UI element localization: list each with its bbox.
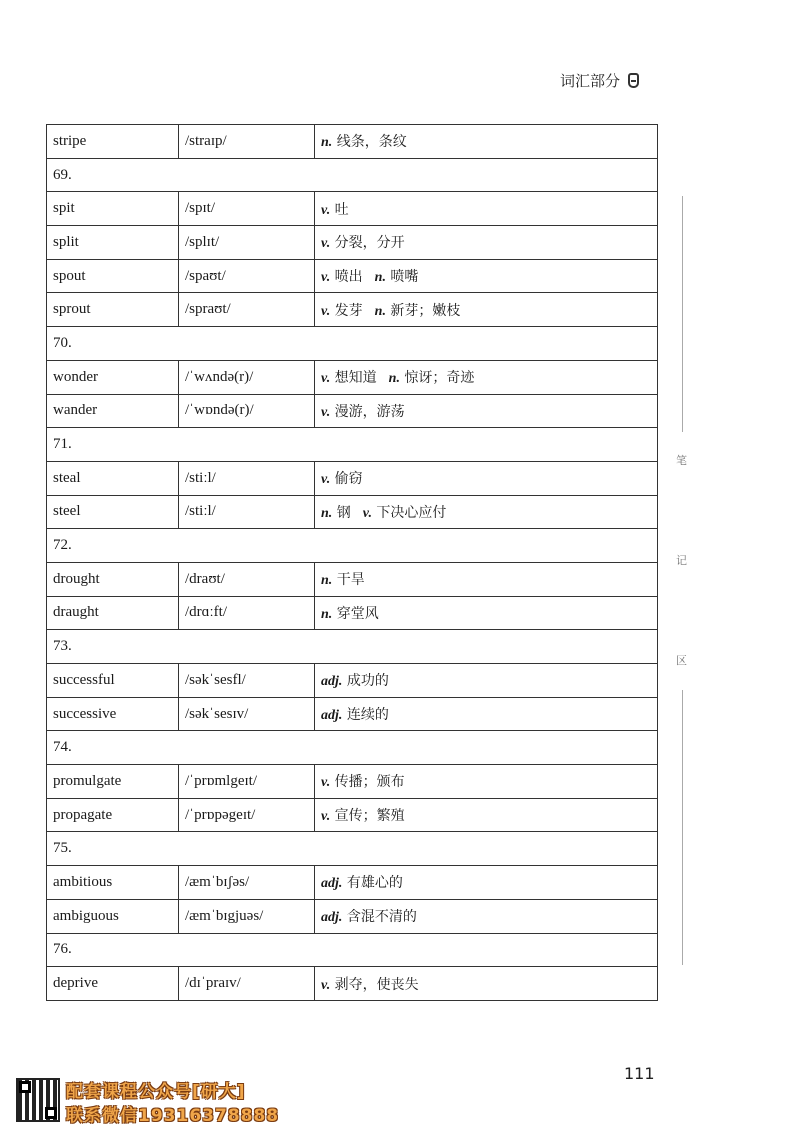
definition-cell: [315, 226, 658, 260]
word-row: [47, 664, 658, 698]
word-row: [47, 697, 658, 731]
part-of-speech: v.: [321, 371, 331, 387]
word-cell: ambiguous: [47, 899, 179, 933]
meaning-text: 干旱: [336, 572, 365, 589]
part-of-speech: n.: [321, 573, 333, 589]
meaning-text: 喷出: [334, 269, 363, 286]
word-cell: wonder: [47, 360, 179, 394]
word-row: [47, 866, 658, 900]
group-number: 69.: [47, 158, 658, 192]
definition-cell: [315, 562, 658, 596]
part-of-speech: v.: [321, 236, 331, 252]
part-of-speech: n.: [321, 135, 333, 151]
notes-label-char-3: 区: [676, 654, 687, 667]
word-row: [47, 461, 658, 495]
definition-cell: [315, 360, 658, 394]
qr-code-icon: [16, 1078, 60, 1122]
meaning-text: 有雄心的: [346, 875, 403, 892]
word-row: [47, 293, 658, 327]
phonetic-cell: /ˈprɒmlgeɪt/: [179, 765, 315, 799]
word-row: [47, 596, 658, 630]
part-of-speech: adj.: [321, 708, 343, 724]
phonetic-cell: /səkˈsesfl/: [179, 664, 315, 698]
group-number: 72.: [47, 529, 658, 563]
notes-margin-line-bottom: [682, 690, 683, 965]
meaning-text: 发芽: [334, 302, 363, 319]
part-of-speech: adj.: [321, 674, 343, 690]
group-number: 76.: [47, 933, 658, 967]
definition-cell: [315, 461, 658, 495]
definition-cell: [315, 259, 658, 293]
part-of-speech: adj.: [321, 910, 343, 926]
phonetic-cell: /dɪˈpraɪv/: [179, 967, 315, 1001]
page-number: 111: [624, 1064, 655, 1083]
phonetic-cell: /straɪp/: [179, 125, 315, 159]
word-cell: steal: [47, 461, 179, 495]
definition-cell: [315, 495, 658, 529]
meaning-text: 剥夺，使丧失: [334, 976, 419, 993]
meaning-text: 连续的: [346, 707, 389, 724]
meaning-text: 穿堂风: [336, 605, 379, 622]
meaning-text: 喷嘴: [390, 269, 419, 286]
part-of-speech: v.: [321, 977, 331, 993]
group-row: [47, 630, 658, 664]
word-cell: spit: [47, 192, 179, 226]
notes-label-char-2: 记: [676, 554, 687, 567]
definition-cell: [315, 293, 658, 327]
page-header: [560, 70, 639, 91]
group-row: [47, 428, 658, 462]
part-of-speech: v.: [321, 202, 331, 218]
word-row: [47, 765, 658, 799]
phonetic-cell: /drɑːft/: [179, 596, 315, 630]
part-of-speech: v.: [362, 505, 372, 521]
meaning-text: 吐: [334, 201, 349, 218]
definition-cell: [315, 899, 658, 933]
group-row: [47, 933, 658, 967]
word-row: [47, 394, 658, 428]
part-of-speech: v.: [321, 303, 331, 319]
word-row: [47, 495, 658, 529]
phonetic-cell: /ˈprɒpəgeɪt/: [179, 798, 315, 832]
phonetic-cell: /ˈwɒndə(r)/: [179, 394, 315, 428]
phonetic-cell: /ˈwʌndə(r)/: [179, 360, 315, 394]
meaning-text: 宣传；繁殖: [334, 808, 405, 825]
part-of-speech: n.: [321, 505, 333, 521]
phonetic-cell: /splɪt/: [179, 226, 315, 260]
word-cell: draught: [47, 596, 179, 630]
word-cell: ambitious: [47, 866, 179, 900]
meaning-text: 新芽；嫩枝: [390, 302, 461, 319]
notes-margin-line-top: [682, 196, 683, 432]
definition-cell: [315, 697, 658, 731]
part-of-speech: v.: [321, 775, 331, 791]
meaning-text: 含混不清的: [346, 909, 417, 926]
notes-label-char-1: 笔: [676, 454, 687, 467]
part-of-speech: n.: [388, 371, 400, 387]
meaning-text: 线条，条纹: [336, 134, 407, 151]
word-cell: stripe: [47, 125, 179, 159]
word-row: [47, 192, 658, 226]
definition-cell: [315, 765, 658, 799]
meaning-text: 漫游，游荡: [334, 403, 405, 420]
word-cell: propagate: [47, 798, 179, 832]
vocabulary-table-body: [47, 125, 658, 1001]
meaning-text: 成功的: [346, 673, 389, 690]
phonetic-cell: /spaʊt/: [179, 259, 315, 293]
definition-cell: [315, 125, 658, 159]
part-of-speech: v.: [321, 404, 331, 420]
phonetic-cell: /æmˈbɪʃəs/: [179, 866, 315, 900]
meaning-text: 惊讶；奇迹: [404, 370, 475, 387]
word-row: [47, 562, 658, 596]
word-cell: successful: [47, 664, 179, 698]
word-cell: split: [47, 226, 179, 260]
definition-cell: [315, 798, 658, 832]
part-of-speech: n.: [374, 270, 386, 286]
meaning-text: 传播；颁布: [334, 774, 405, 791]
group-number: 70.: [47, 327, 658, 361]
word-cell: wander: [47, 394, 179, 428]
book-icon: [628, 73, 639, 88]
group-number: 71.: [47, 428, 658, 462]
word-row: [47, 226, 658, 260]
definition-cell: [315, 866, 658, 900]
group-number: 74.: [47, 731, 658, 765]
part-of-speech: n.: [321, 606, 333, 622]
part-of-speech: v.: [321, 809, 331, 825]
part-of-speech: adj.: [321, 876, 343, 892]
word-cell: sprout: [47, 293, 179, 327]
word-row: [47, 899, 658, 933]
word-cell: spout: [47, 259, 179, 293]
phonetic-cell: /æmˈbɪgjuəs/: [179, 899, 315, 933]
promo-line-1: 配套课程公众号[研大]: [66, 1082, 246, 1102]
phonetic-cell: /səkˈsesɪv/: [179, 697, 315, 731]
part-of-speech: n.: [374, 303, 386, 319]
word-row: [47, 259, 658, 293]
vocabulary-table: [46, 124, 658, 1001]
meaning-text: 钢: [336, 504, 351, 521]
phonetic-cell: /stiːl/: [179, 461, 315, 495]
meaning-text: 想知道: [334, 370, 377, 387]
word-row: [47, 125, 658, 159]
word-cell: drought: [47, 562, 179, 596]
word-cell: successive: [47, 697, 179, 731]
definition-cell: [315, 664, 658, 698]
group-number: 75.: [47, 832, 658, 866]
group-row: [47, 832, 658, 866]
group-row: [47, 731, 658, 765]
definition-cell: [315, 596, 658, 630]
phonetic-cell: /spɪt/: [179, 192, 315, 226]
phonetic-cell: /stiːl/: [179, 495, 315, 529]
promo-line-2: 联系微信19316378888: [66, 1106, 280, 1126]
definition-cell: [315, 394, 658, 428]
part-of-speech: v.: [321, 270, 331, 286]
meaning-text: 偷窃: [334, 471, 363, 488]
meaning-text: 分裂，分开: [334, 235, 405, 252]
group-row: [47, 529, 658, 563]
section-title: 词汇部分: [560, 72, 621, 90]
word-row: [47, 360, 658, 394]
group-number: 73.: [47, 630, 658, 664]
phonetic-cell: /spraʊt/: [179, 293, 315, 327]
group-row: [47, 158, 658, 192]
phonetic-cell: /draʊt/: [179, 562, 315, 596]
word-cell: steel: [47, 495, 179, 529]
group-row: [47, 327, 658, 361]
definition-cell: [315, 967, 658, 1001]
word-row: [47, 967, 658, 1001]
word-row: [47, 798, 658, 832]
definition-cell: [315, 192, 658, 226]
part-of-speech: v.: [321, 472, 331, 488]
meaning-text: 下决心应付: [376, 504, 447, 521]
word-cell: deprive: [47, 967, 179, 1001]
word-cell: promulgate: [47, 765, 179, 799]
